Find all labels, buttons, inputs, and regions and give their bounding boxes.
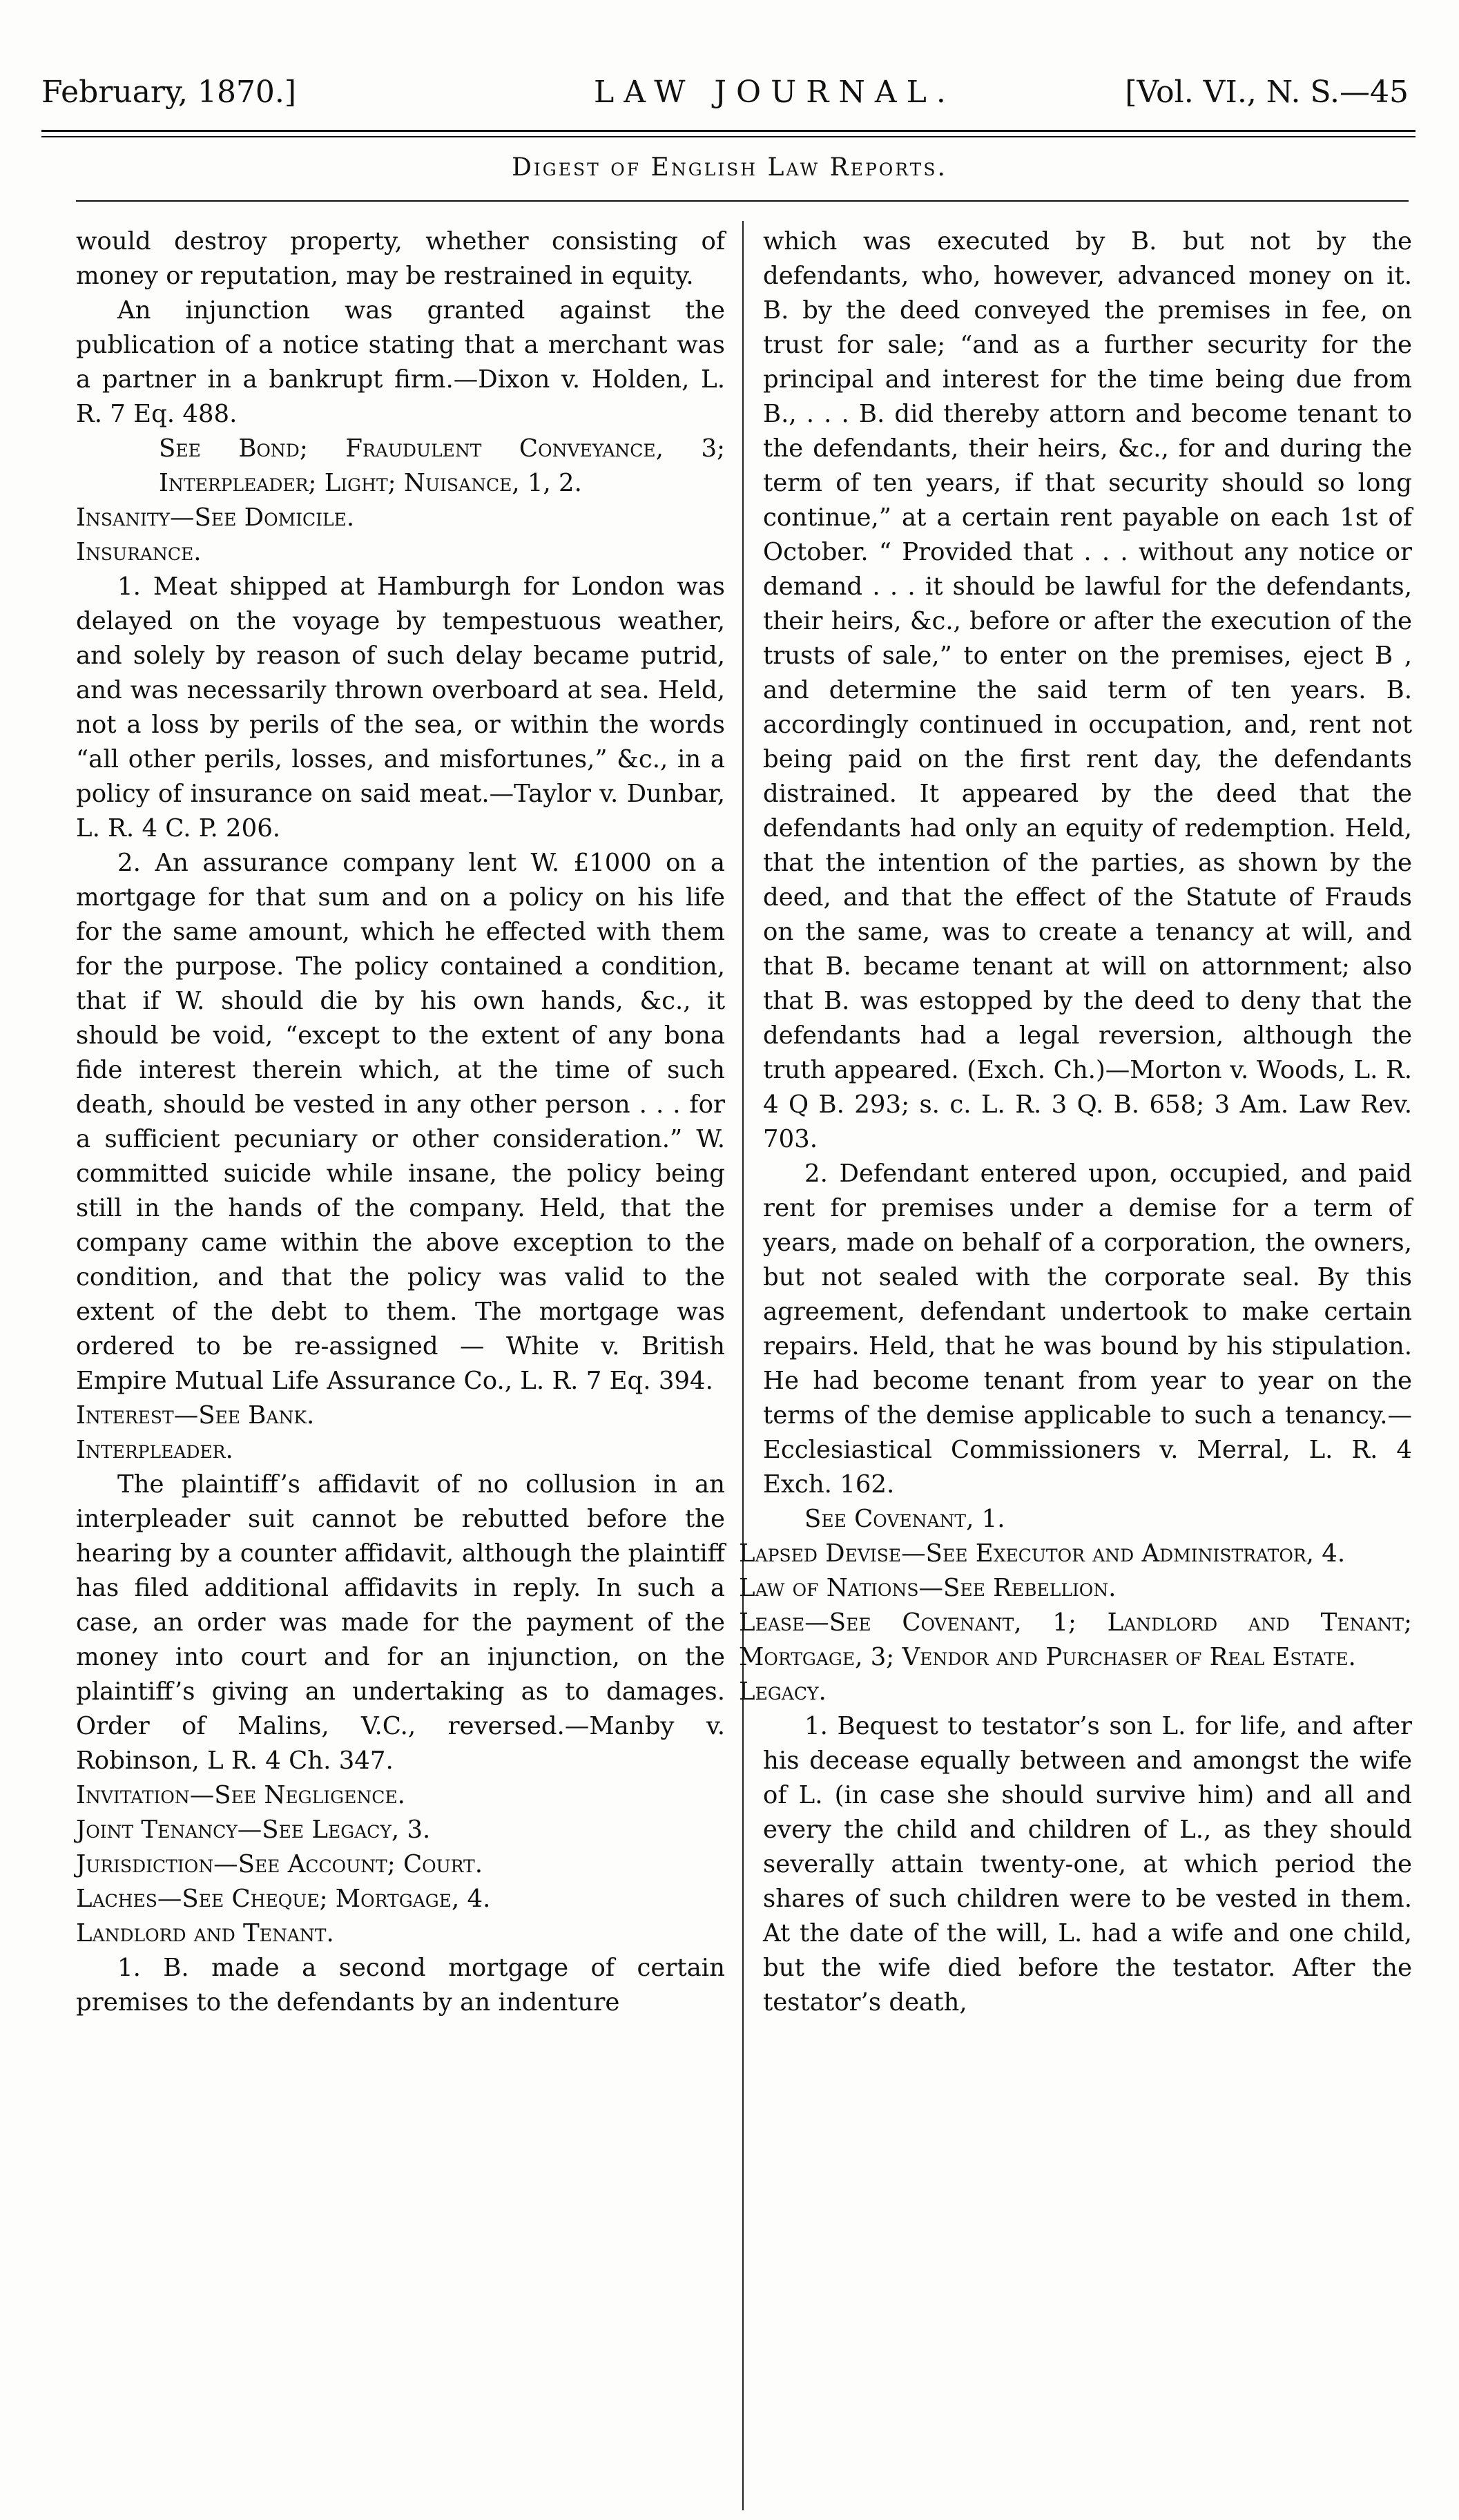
digest-heading: Jurisdiction—See Account; Court.	[76, 1850, 483, 1878]
paragraph: The plaintiff’s affidavit of no collusion in an interpleader suit cannot be rebutted before the hearing by a counter affidavit, although the plaintiff has filed additional affidavits in reply. In such a case, an order was made for the payment of the money into court and for an injunction, on the plaintiff’s giving an undertaking as to damages. Order of Malins, V.C., reversed.—Manby v. Robinson, L R. 4 Ch. 347.	[76, 1470, 725, 1775]
digest-heading: Insanity—See Domicile.	[76, 503, 355, 532]
digest-heading: Invitation—See Negligence.	[76, 1781, 405, 1809]
right-column	[739, 224, 1412, 2020]
paragraph: which was executed by B. but not by the defendants, who, however, advanced money on it. B. by the deed conveyed the premises in fee, on trust for sale; “and as a further security for the principal and interest for the time being due from B., . . . B. did thereby attorn and become tenant to the defendants, their heirs, &c., for and during the term of ten years, if that security should so long continue,” at a certain rent payable on each 1st of October. “ Provided that . . . without any notice or demand . . . it should be lawful for the defendants, their heirs, &c., before or after the execution of the trusts of sale,” to enter on the premises, eject B , and determine the said term of ten years. B. accordingly continued in occupation, and, rent not being paid on the first rent day, the defendants distrained. It appeared by the deed that the defendants had only an equity of redemption. Held, that the intention of the parties, as shown by the deed, and that the effect of the Statute of Frauds on the same, was to create a tenancy at will, and that B. became tenant at will on attornment; also that B. was estopped by the deed to deny that the defendants had a legal reversion, although the truth appeared. (Exch. Ch.)—Morton v. Woods, L. R. 4 Q B. 293; s. c. L. R. 3 Q. B. 658; 3 Am. Law Rev. 703.	[763, 227, 1412, 1153]
column-divider	[742, 221, 744, 2510]
issue-date: February, 1870.]	[41, 75, 297, 110]
left-column	[76, 224, 725, 2020]
volume-page-number: [Vol. VI., N. S.—45	[1125, 75, 1409, 110]
cross-reference: See Bond; Fraudulent Conveyance, 3; Interpleader; Light; Nuisance, 1, 2.	[159, 434, 725, 497]
digest-heading: Legacy.	[739, 1677, 827, 1706]
digest-heading: Joint Tenancy—See Legacy, 3.	[76, 1816, 431, 1844]
digest-heading: Interest—See Bank.	[76, 1401, 315, 1430]
digest-heading: Landlord and Tenant.	[76, 1919, 334, 1947]
header-rule-bottom	[41, 136, 1415, 137]
digest-heading: Laches—See Cheque; Mortgage, 4.	[76, 1885, 491, 1913]
section-title: Digest of English Law Reports.	[512, 153, 947, 182]
journal-title: LAW JOURNAL.	[594, 75, 956, 110]
section-rule	[76, 200, 1409, 202]
digest-heading: Interpleader.	[76, 1436, 233, 1464]
digest-heading: Law of Nations—See Rebellion.	[739, 1574, 1117, 1602]
digest-heading: Lease—See Covenant, 1; Landlord and Tenant; Mortgage, 3; Vendor and Purchaser of Real Estate.	[739, 1608, 1412, 1671]
paragraph: 1. Bequest to testator’s son L. for life, and after his decease equally between and amongst the wife of L. (in case she should survive him) and all and every the child and children of L., as they should severally attain twenty-one, at which period the shares of such children were to be vested in them. At the date of the will, L. had a wife and one child, but the wife died before the testator. After the testator’s death,	[763, 1712, 1412, 2017]
paragraph: 1. Meat shipped at Hamburgh for London was delayed on the voyage by tempestuous weather, and solely by reason of such delay became putrid, and was necessarily thrown overboard at sea. Held, not a loss by perils of the sea, or within the words “all other perils, losses, and misfortunes,” &c., in a policy of insurance on said meat.—Taylor v. Dunbar, L. R. 4 C. P. 206.	[76, 573, 725, 843]
paragraph: 2. Defendant entered upon, occupied, and paid rent for premises under a demise for a term of years, made on behalf of a corporation, the owners, but not sealed with the corporate seal. By this agreement, defendant undertook to make certain repairs. Held, that he was bound by his stipulation. He had become tenant from year to year on the terms of the demise applicable to such a tenancy.—Ecclesiastical Commissioners v. Merral, L. R. 4 Exch. 162.	[763, 1160, 1412, 1499]
header-rule-top	[41, 130, 1415, 132]
digest-heading: Lapsed Devise—See Executor and Administrator, 4.	[739, 1539, 1346, 1568]
paragraph: An injunction was granted against the publication of a notice stating that a merchant was a partner in a bankrupt firm.—Dixon v. Holden, L. R. 7 Eq. 488.	[76, 296, 725, 428]
paragraph: would destroy property, whether consisting of money or reputation, may be restrained in equity.	[76, 227, 725, 290]
paragraph: 2. An assurance company lent W. £1000 on a mortgage for that sum and on a policy on his life for the same amount, which he effected with them for the purpose. The policy contained a condition, that if W. should die by his own hands, &c., it should be void, “except to the extent of any bona fide interest therein which, at the time of such death, should be vested in any other person . . . for a sufficient pecuniary or other consideration.” W. committed suicide while insane, the policy being still in the hands of the company. Held, that the company came within the above exception to the condition, and that the policy was valid to the extent of the debt to them. The mortgage was ordered to be re-assigned — White v. British Empire Mutual Life Assurance Co., L. R. 7 Eq. 394.	[76, 849, 725, 1395]
running-head	[41, 75, 1409, 130]
cross-reference: See Covenant, 1.	[804, 1505, 1005, 1533]
paragraph: 1. B. made a second mortgage of certain premises to the defendants by an indenture	[76, 1954, 725, 2017]
digest-heading: Insurance.	[76, 538, 202, 566]
